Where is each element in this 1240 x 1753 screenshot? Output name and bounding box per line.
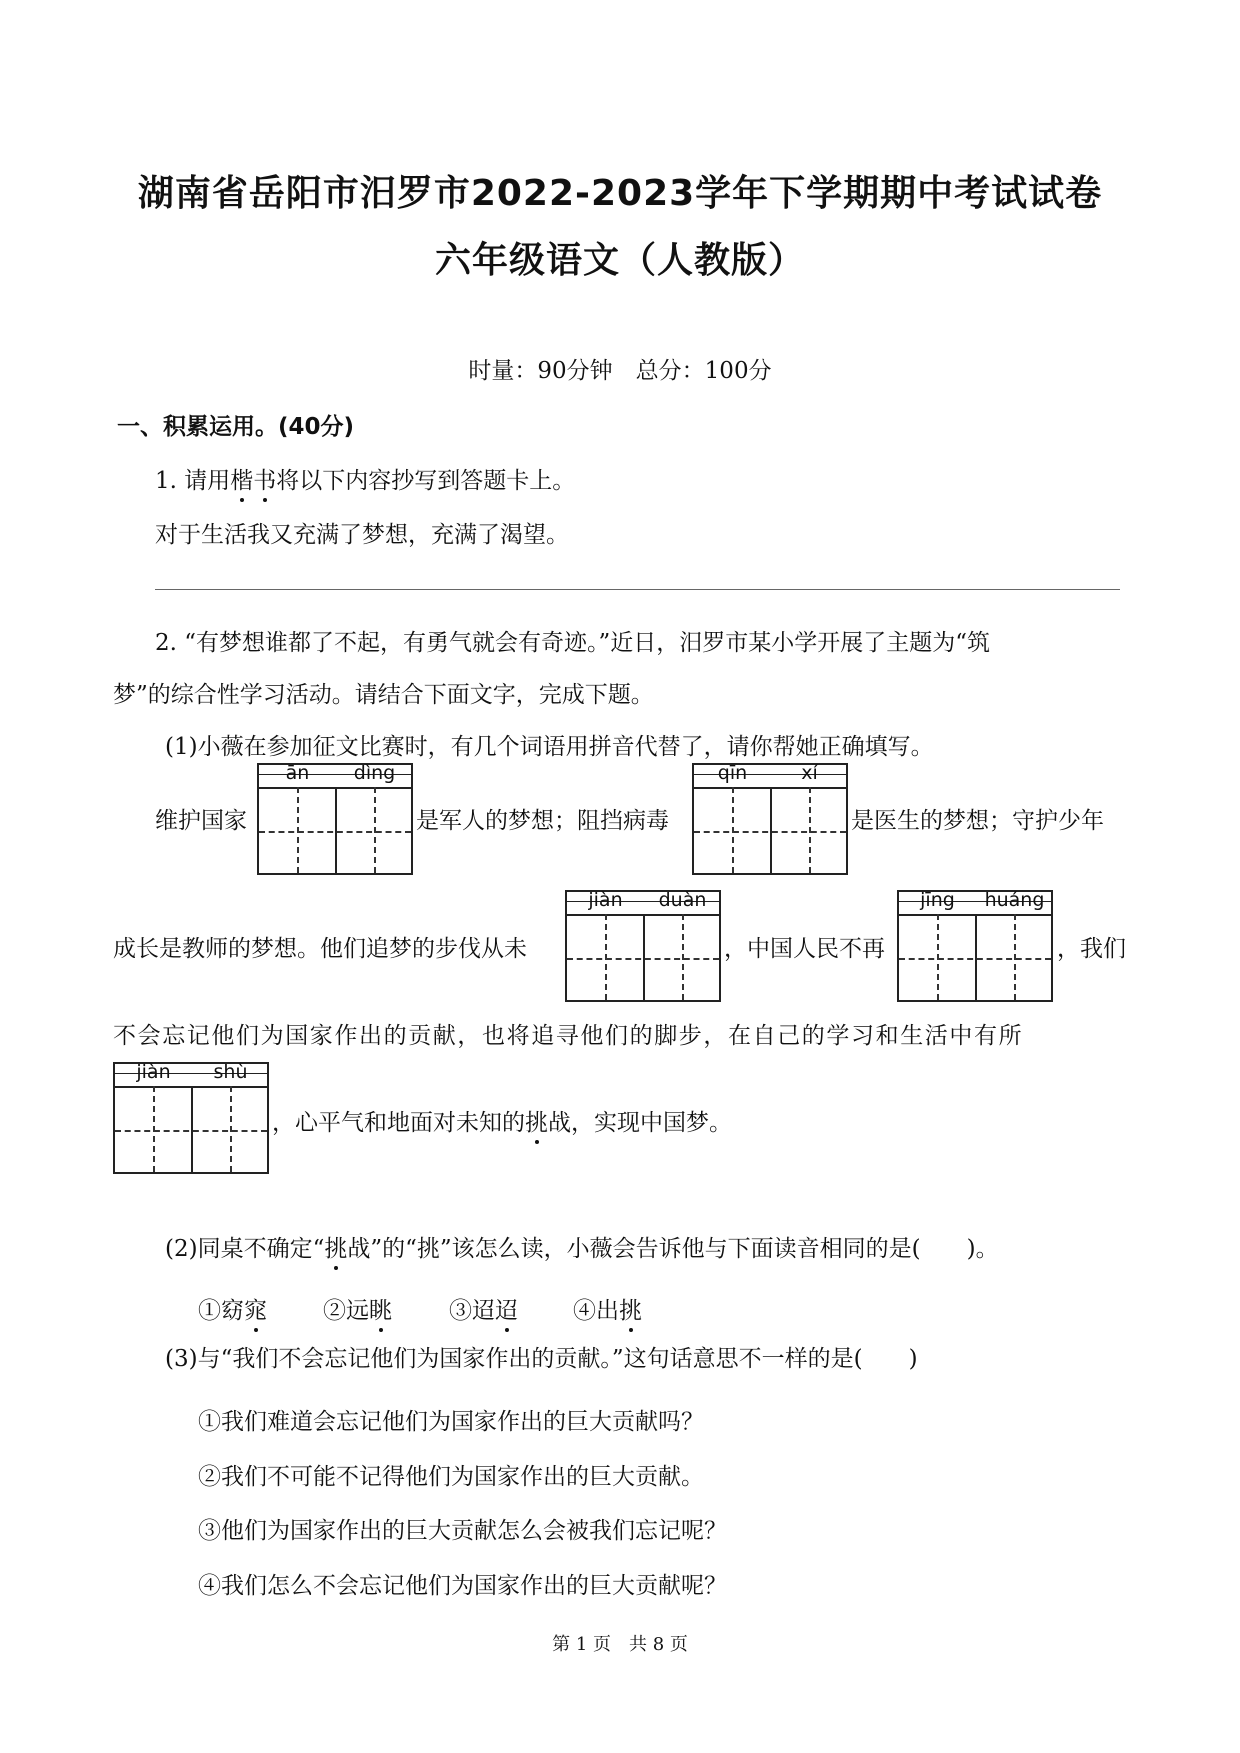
option-2-3[interactable]	[449, 1292, 518, 1325]
option-2-2[interactable]	[323, 1292, 392, 1325]
sub2-a: (2)同桌不确定“	[165, 1236, 325, 1262]
q2-sub-2	[165, 1230, 999, 1263]
fill-text: 不会忘记他们为国家作出的贡献，也将追寻他们的脚步，在自己的学习和生活中有所	[113, 1023, 1024, 1049]
pinyin-grid-2[interactable]	[692, 763, 848, 875]
pinyin-label: shù	[213, 1061, 248, 1083]
fill-text	[272, 1104, 732, 1137]
option-text: ④出	[573, 1298, 619, 1324]
q1-post: 将以下内容抄写到答题卡上。	[276, 468, 576, 494]
pinyin-grid-1[interactable]	[257, 763, 413, 875]
fill-text: 是军人的梦想；阻挡病毒	[416, 808, 669, 834]
option-2-1[interactable]	[198, 1292, 267, 1325]
q2-sub-3: (3)与“我们不会忘记他们为国家作出的贡献。”这句话意思不一样的是( )	[165, 1346, 918, 1372]
answer-line	[155, 589, 1120, 590]
fill-text: 成长是教师的梦想。他们追梦的步伐从未	[113, 936, 527, 962]
pinyin-label: jiàn	[136, 1061, 171, 1083]
pinyin-grid-3[interactable]	[565, 890, 721, 1002]
dotted-char: 窕	[244, 1292, 267, 1325]
sub2-b: 战”的“挑”该怎么读，小薇会告诉他与下面读音相同的是( )。	[347, 1236, 999, 1262]
exam-subtitle: 六年级语文（人教版）	[434, 240, 805, 281]
fill-text: 是医生的梦想；守护少年	[851, 808, 1104, 834]
pinyin-grid-5[interactable]	[113, 1062, 269, 1174]
option-3-3[interactable]: ③他们为国家作出的巨大贡献怎么会被我们忘记呢？	[198, 1518, 727, 1544]
q1-sentence: 对于生活我又充满了梦想，充满了渴望。	[155, 522, 569, 548]
exam-title: 湖南省岳阳市汨罗市2022-2023学年下学期期中考试试卷	[137, 173, 1103, 214]
dotted-char: 挑	[324, 1230, 347, 1263]
exam-info: 时量：90分钟 总分：100分	[468, 358, 772, 384]
question-1	[155, 462, 575, 495]
q2-line-2: 梦”的综合性学习活动。请结合下面文字，完成下题。	[113, 682, 654, 708]
row4-pre: ，心平气和地面对未知的	[272, 1110, 525, 1136]
q2-sub-1: (1)小薇在参加征文比赛时，有几个词语用拼音代替了，请你帮她正确填写。	[165, 734, 934, 760]
pinyin-label: qīn	[717, 762, 748, 784]
pinyin-label: jiàn	[588, 889, 623, 911]
pinyin-label: dìng	[353, 762, 396, 784]
pinyin-grid-4[interactable]	[897, 890, 1053, 1002]
option-text: ①窈	[198, 1298, 244, 1324]
section-heading: 一、积累运用。(40分)	[117, 414, 355, 440]
dotted-char: 挑	[525, 1104, 548, 1137]
q2-line-1: 2. “有梦想谁都了不起，有勇气就会有奇迹。”近日，汨罗市某小学开展了主题为“筑	[155, 630, 991, 656]
option-text: ③迢	[449, 1298, 495, 1324]
dotted-char: 楷	[230, 462, 253, 495]
pinyin-label: ān	[285, 762, 310, 784]
dotted-char: 挑	[619, 1292, 642, 1325]
fill-text: 维护国家	[155, 808, 247, 834]
option-3-2[interactable]: ②我们不可能不记得他们为国家作出的巨大贡献。	[198, 1464, 704, 1490]
row4-post: 战，实现中国梦。	[548, 1110, 732, 1136]
option-2-4[interactable]	[573, 1292, 642, 1325]
dotted-char: 书	[253, 462, 276, 495]
dotted-char: 眺	[369, 1292, 392, 1325]
option-3-4[interactable]: ④我们怎么不会忘记他们为国家作出的巨大贡献呢？	[198, 1573, 727, 1599]
dotted-char: 迢	[495, 1292, 518, 1325]
q1-pre: 1. 请用	[155, 468, 231, 494]
pinyin-label: huáng	[984, 889, 1045, 911]
pinyin-label: duàn	[658, 889, 707, 911]
fill-text: ，中国人民不再	[724, 936, 885, 962]
option-text: ②远	[323, 1298, 369, 1324]
pinyin-label: xí	[801, 762, 818, 784]
pinyin-label: jīng	[920, 889, 955, 911]
option-3-1[interactable]: ①我们难道会忘记他们为国家作出的巨大贡献吗？	[198, 1409, 704, 1435]
fill-text: ，我们	[1057, 936, 1126, 962]
page-footer: 第 1 页 共 8 页	[552, 1634, 688, 1655]
